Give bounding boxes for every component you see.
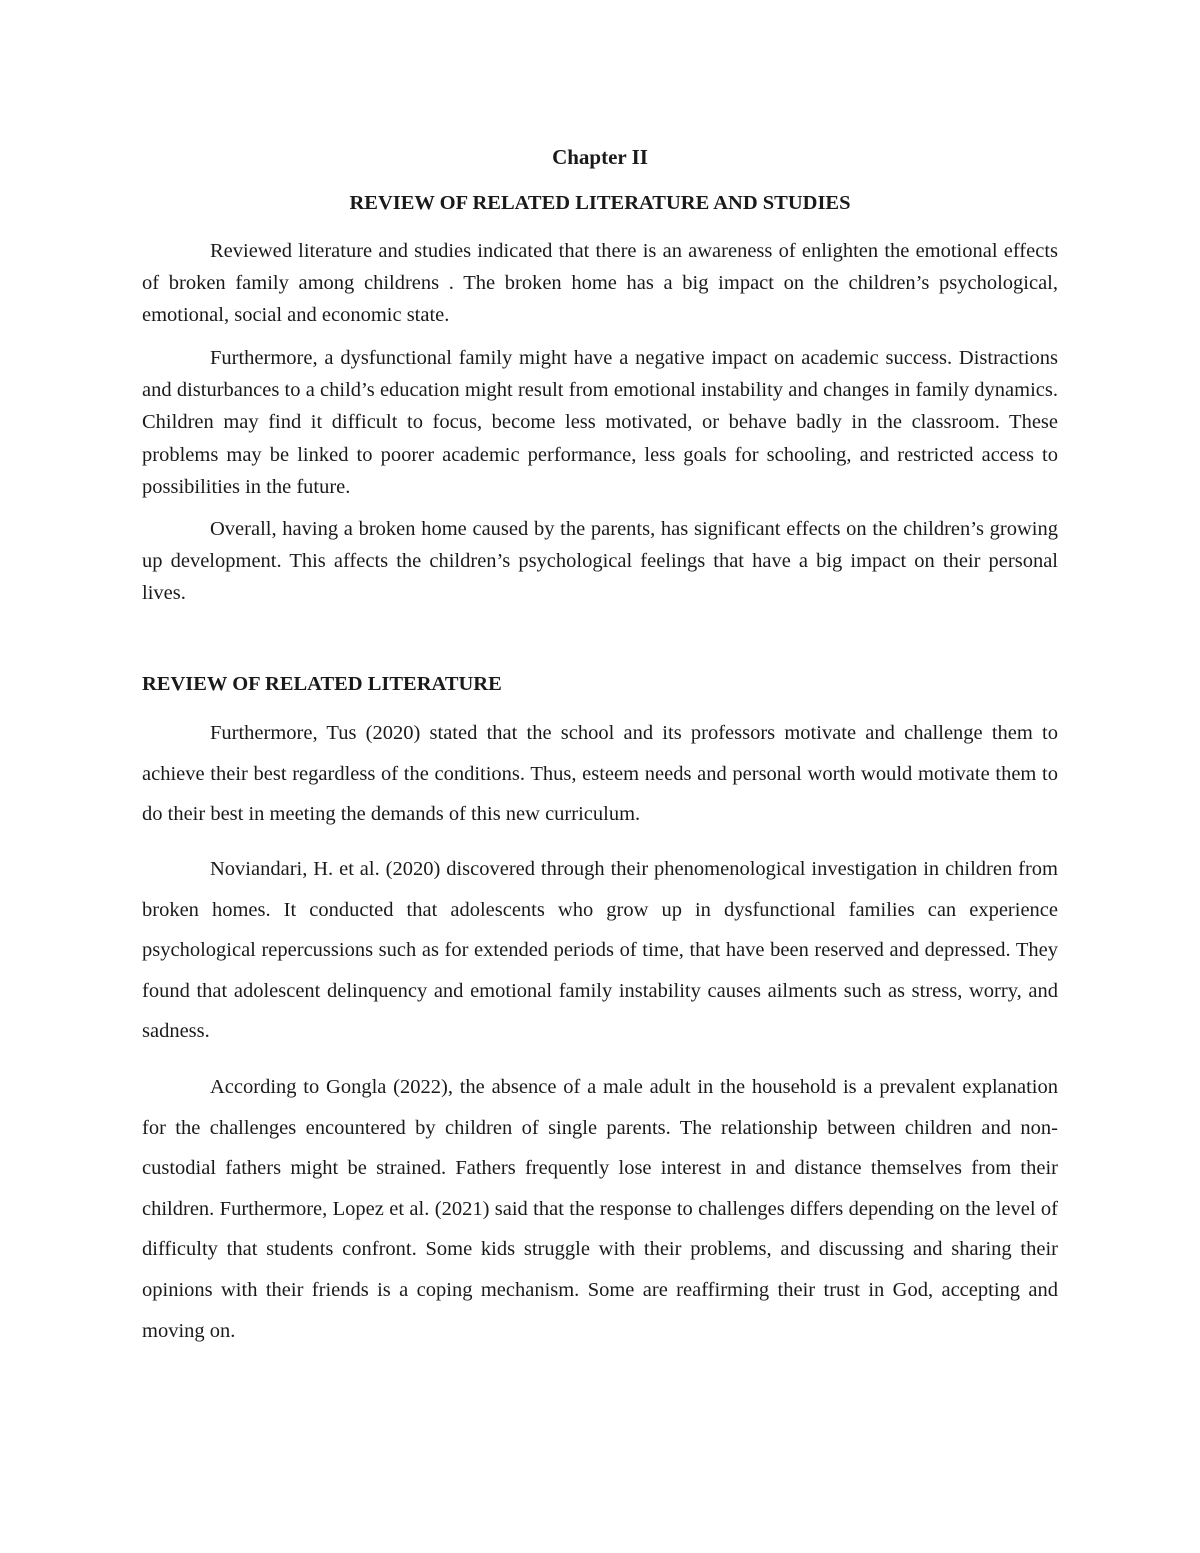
intro-paragraph-2: Furthermore, a dysfunctional family might have a negative impact on academic success. Distractions and disturbances to a child’s education might result from emotional instability and changes in family dynamics. Children may find it difficult to focus, become less motivated, or behave badly in the classroom. These problems may be linked to poorer academic performance, less goals for schooling, and restricted access to possibilities in the future. <box>142 347 1058 498</box>
literature-paragraph-3: According to Gongla (2022), the absence of a male adult in the household is a prevalent explanation for the challenges encountered by children of single parents. The relationship between children and non-custodial fathers might be strained. Fathers frequently lose interest in and distance themselves from their children. Furthermore, Lopez et al. (2021) said that the response to challenges differs depending on the level of difficulty that students confront. Some kids struggle with their problems, and discussing and sharing their opinions with their friends is a coping mechanism. Some are reaffirming their trust in God, accepting and moving on. <box>142 1076 1058 1342</box>
intro-paragraph-1: Reviewed literature and studies indicated that there is an awareness of enlighten the emotional effects of broken family among childrens . The broken home has a big impact on the children’s psychological, emotional, social and economic state. <box>142 240 1058 327</box>
chapter-label: Chapter II <box>552 145 648 169</box>
section-heading: REVIEW OF RELATED LITERATURE <box>142 673 502 695</box>
intro-paragraph-3: Overall, having a broken home caused by the parents, has significant effects on the children’s growing up development. This affects the children’s psychological feelings that have a big impact on their personal lives. <box>142 518 1058 605</box>
literature-paragraph-2: Noviandari, H. et al. (2020) discovered through their phenomenological investigation in children from broken homes. It conducted that adolescents who grow up in dysfunctional families can experience psychological repercussions such as for extended periods of time, that have been reserved and depressed. They found that adolescent delinquency and emotional family instability causes ailments such as stress, worry, and sadness. <box>142 858 1058 1043</box>
literature-paragraph-1: Furthermore, Tus (2020) stated that the school and its professors motivate and challenge them to achieve their best regardless of the conditions. Thus, esteem needs and personal worth would motivate them to do their best in meeting the demands of this new curriculum. <box>142 722 1058 826</box>
page-title: REVIEW OF RELATED LITERATURE AND STUDIES <box>349 192 851 214</box>
